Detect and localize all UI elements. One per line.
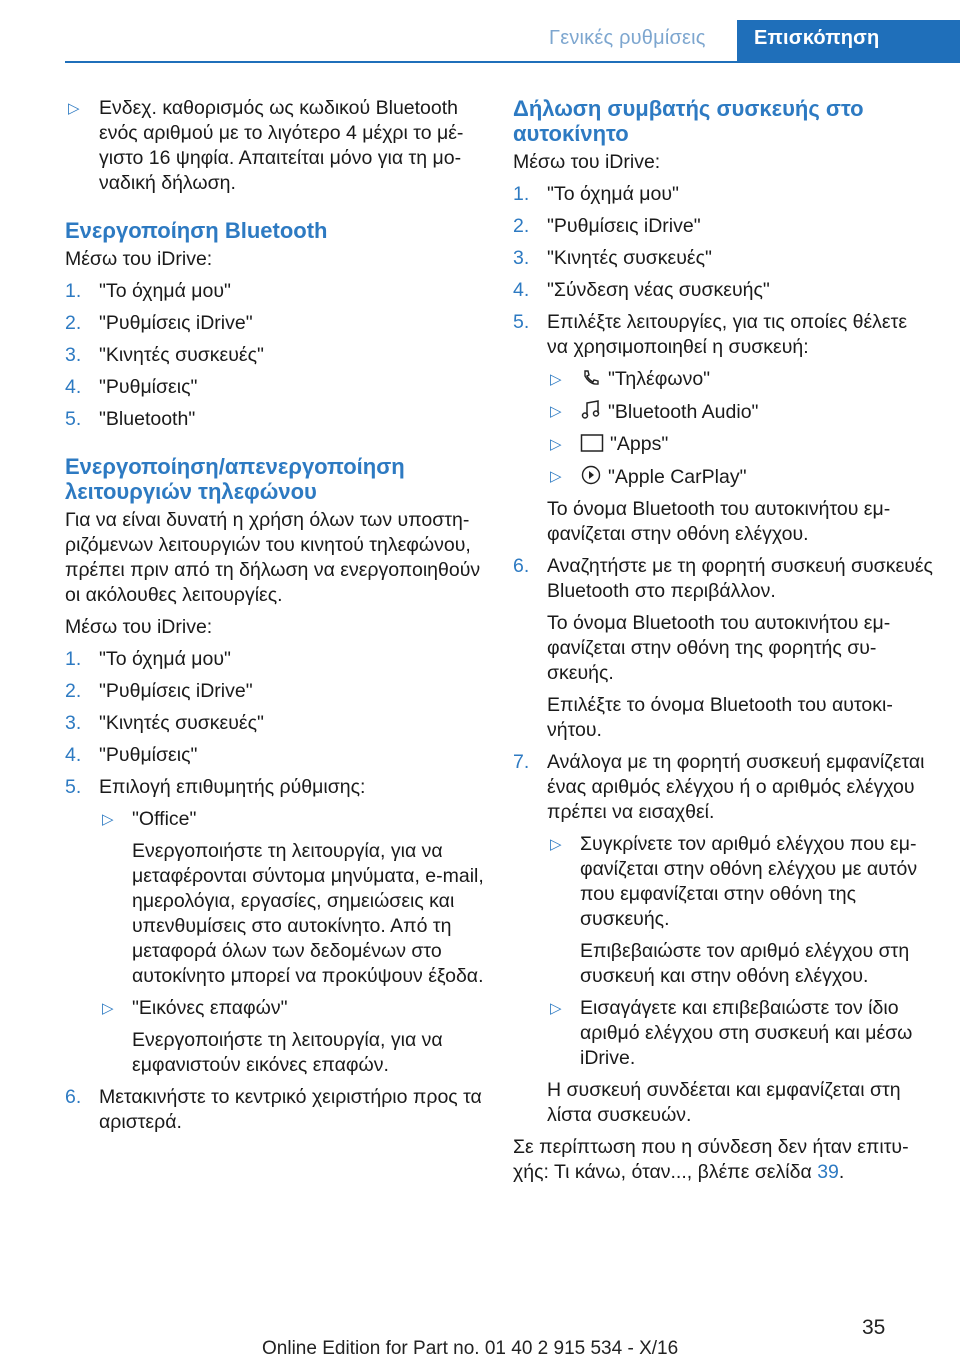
list-item: 5. Επιλογή επιθυμητής ρύθμισης: ▷ "Office" Ενεργοποιήστε τη λειτουργία, για να μεταφέρονται σύντομα μηνύματα, e-mail, ημερολόγια, εργασίες, σημειώσεις και υπενθυμίσεις στο αυτοκίνητο. Από τη μεταφορά όλων των δεδομένων στο αυτοκίνητο μπορεί να προκύψουν έξοδα. ▷ "Εικόνες επαφών" Ενεργοποιήστε τη λειτουργία, για να εμφανιστούν εικόνες επαφών. [65,776,484,1076]
list-item: 3. "Κινητές συσκευές" [65,712,264,734]
edition-footer: Online Edition for Part no. 01 40 2 915 534 - X/16 [262,1338,679,1359]
list-item: 1. "Το όχημά μου" [65,648,231,670]
list-item: 7. Ανάλογα με τη φορητή συσκευή εμφανίζεται ένας αριθμός ελέγχου ή ο αριθμός ελέγχου πρέπει να εισαχθεί. ▷ Συγκρίνετε τον αριθμό ελέγχου που εμφανίζεται στην οθόνη ελέγχου με αυτόν που εμφανίζεται στην οθόνη της συσκευής. Επιβεβαιώστε τον αριθμό ελέγχου στη συσκευή και στην οθόνη ελέγχου. ▷ Εισαγάγετε και επιβεβαιώστε τον ίδιο αριθμό ελέγχου στη συσκευή και μέσω iDrive. Η συσκευή συνδέεται και εμφανίζεται στη λίστα συσκευών. [513,750,933,1128]
list-item: 4. "Σύνδεση νέας συσκευής" [513,279,770,301]
sub-list-item: ▷ "Εικόνες επαφών" Ενεργοποιήστε τη λειτουργία, για να εμφανιστούν εικόνες επαφών. [102,997,443,1076]
sub-list-item: ▷ "Apple CarPlay" [550,466,747,488]
step-list [65,647,485,1135]
list-item: 2. "Ρυθμίσεις iDrive" [65,680,253,702]
apps-icon [580,433,604,453]
section-title: Ενεργοποίηση/απενεργοποίηση λειτουργιών τηλεφώνου [65,454,405,504]
list-item: 4. "Ρυθμίσεις" [65,376,198,398]
list-item: 5. "Bluetooth" [65,408,196,430]
left-column [65,96,485,1142]
sub-list-item: ▷ "Bluetooth Audio" [550,401,759,423]
sub-list [99,807,485,1078]
right-column [513,96,933,1192]
header-rule [65,61,960,63]
step-list [513,182,933,1128]
lead-text: Μέσω του iDrive: [513,151,661,173]
bullet-triangle-icon: ▷ [102,1000,114,1017]
bullet-triangle-icon: ▷ [550,371,562,388]
list-item: 5. Επιλέξτε λειτουργίες, για τις οποίες θέλετε να χρησιμοποιηθεί η συσκευή: ▷ "Τηλέφωνο" ▷ "Bluetooth Audio" ▷ "Apps" ▷ "Apple CarPlay" Το όνομα Bluetooth του αυτοκινήτου εμφανίζεται στην οθόνη ελέγχου. [513,310,933,547]
sub-list-item: ▷ Συγκρίνετε τον αριθμό ελέγχου που εμφανίζεται στην οθόνη ελέγχου με αυτόν που εμφανίζεται στην οθόνη της συσκευής. Επιβεβαιώστε τον αριθμό ελέγχου στη συσκευή και στην οθόνη ελέγχου. [550,833,918,987]
list-item: 6. Αναζητήστε με τη φορητή συσκευή συσκευές Bluetooth στο περιβάλλον. Το όνομα Bluetooth του αυτοκινήτου εμφανίζεται στην οθόνη της φορητής συσκευής. Επιλέξτε το όνομα Bluetooth του αυτοκινήτου. [513,555,933,741]
list-item: 3. "Κινητές συσκευές" [65,344,264,366]
list-item: ▷ Ενδεχ. καθορισμός ως κωδικού Bluetooth ενός αριθμού με το λιγότερο 4 μέχρι το μέγιστο 16 ψηφία. Απαιτείται μόνο για τη μοναδική δήλωση. [68,97,464,194]
section-breadcrumb: Γενικές ρυθμίσεις [549,27,706,49]
list-item: 2. "Ρυθμίσεις iDrive" [513,215,701,237]
sub-list [547,832,933,1071]
lead-text: Μέσω του iDrive: [65,248,213,270]
sub-list-item: ▷ Εισαγάγετε και επιβεβαιώστε τον ίδιο αριθμό ελέγχου στη συσκευή και μέσω iDrive. [550,997,913,1069]
bullet-triangle-icon: ▷ [550,436,562,453]
bullet-triangle-icon: ▷ [550,468,562,485]
section-title: Δήλωση συμβατής συσκευής στο αυτοκίνητο [513,96,864,146]
bullet-triangle-icon: ▷ [550,836,562,853]
music-note-icon [580,399,602,421]
bullet-triangle-icon: ▷ [68,100,80,117]
phone-icon [580,368,602,388]
sub-list-item: ▷ "Τηλέφωνο" [550,368,711,390]
paragraph: Για να είναι δυνατή η χρήση όλων των υποστηριζόμενων λειτουργιών του κινητού τηλεφώνου, πρέπει πριν από τη δήλωση να ενεργοποιηθούν οι ακόλουθες λειτουργίες. [65,509,481,606]
lead-text: Μέσω του iDrive: [65,616,213,638]
step-list [65,279,485,432]
page-header [0,0,960,62]
bullet-triangle-icon: ▷ [102,811,114,828]
sub-list-item: ▷ "Office" Ενεργοποιήστε τη λειτουργία, για να μεταφέρονται σύντομα μηνύματα, e-mail, ημερολόγια, εργασίες, σημειώσεις και υπενθυμίσεις στο αυτοκίνητο. Από τη μεταφορά όλων των δεδομένων στο αυτοκίνητο μπορεί να προκύψουν έξοδα. [102,808,484,987]
page-number: 35 [862,1316,886,1339]
list-item: 4. "Ρυθμίσεις" [65,744,198,766]
list-item: 1. "Το όχημά μου" [513,183,679,205]
bullet-triangle-icon: ▷ [550,403,562,420]
sub-list-item: ▷ "Apps" [550,433,669,455]
list-item: 2. "Ρυθμίσεις iDrive" [65,312,253,334]
list-item: 3. "Κινητές συσκευές" [513,247,712,269]
sub-list [547,367,933,490]
page-reference-link[interactable]: 39 [817,1161,839,1183]
list-item: 1. "Το όχημά μου" [65,280,231,302]
chapter-tab: Επισκόπηση [737,20,960,62]
bullet-triangle-icon: ▷ [550,1000,562,1017]
carplay-icon [580,464,602,486]
section-title: Ενεργοποίηση Bluetooth [65,218,328,243]
closing-paragraph: Σε περίπτωση που η σύνδεση δεν ήταν επιτυχής: Τι κάνω, όταν..., βλέπε σελίδα 39. [513,1136,909,1183]
list-item: 6. Μετακινήστε το κεντρικό χειριστήριο προς τα αριστερά. [65,1086,482,1133]
